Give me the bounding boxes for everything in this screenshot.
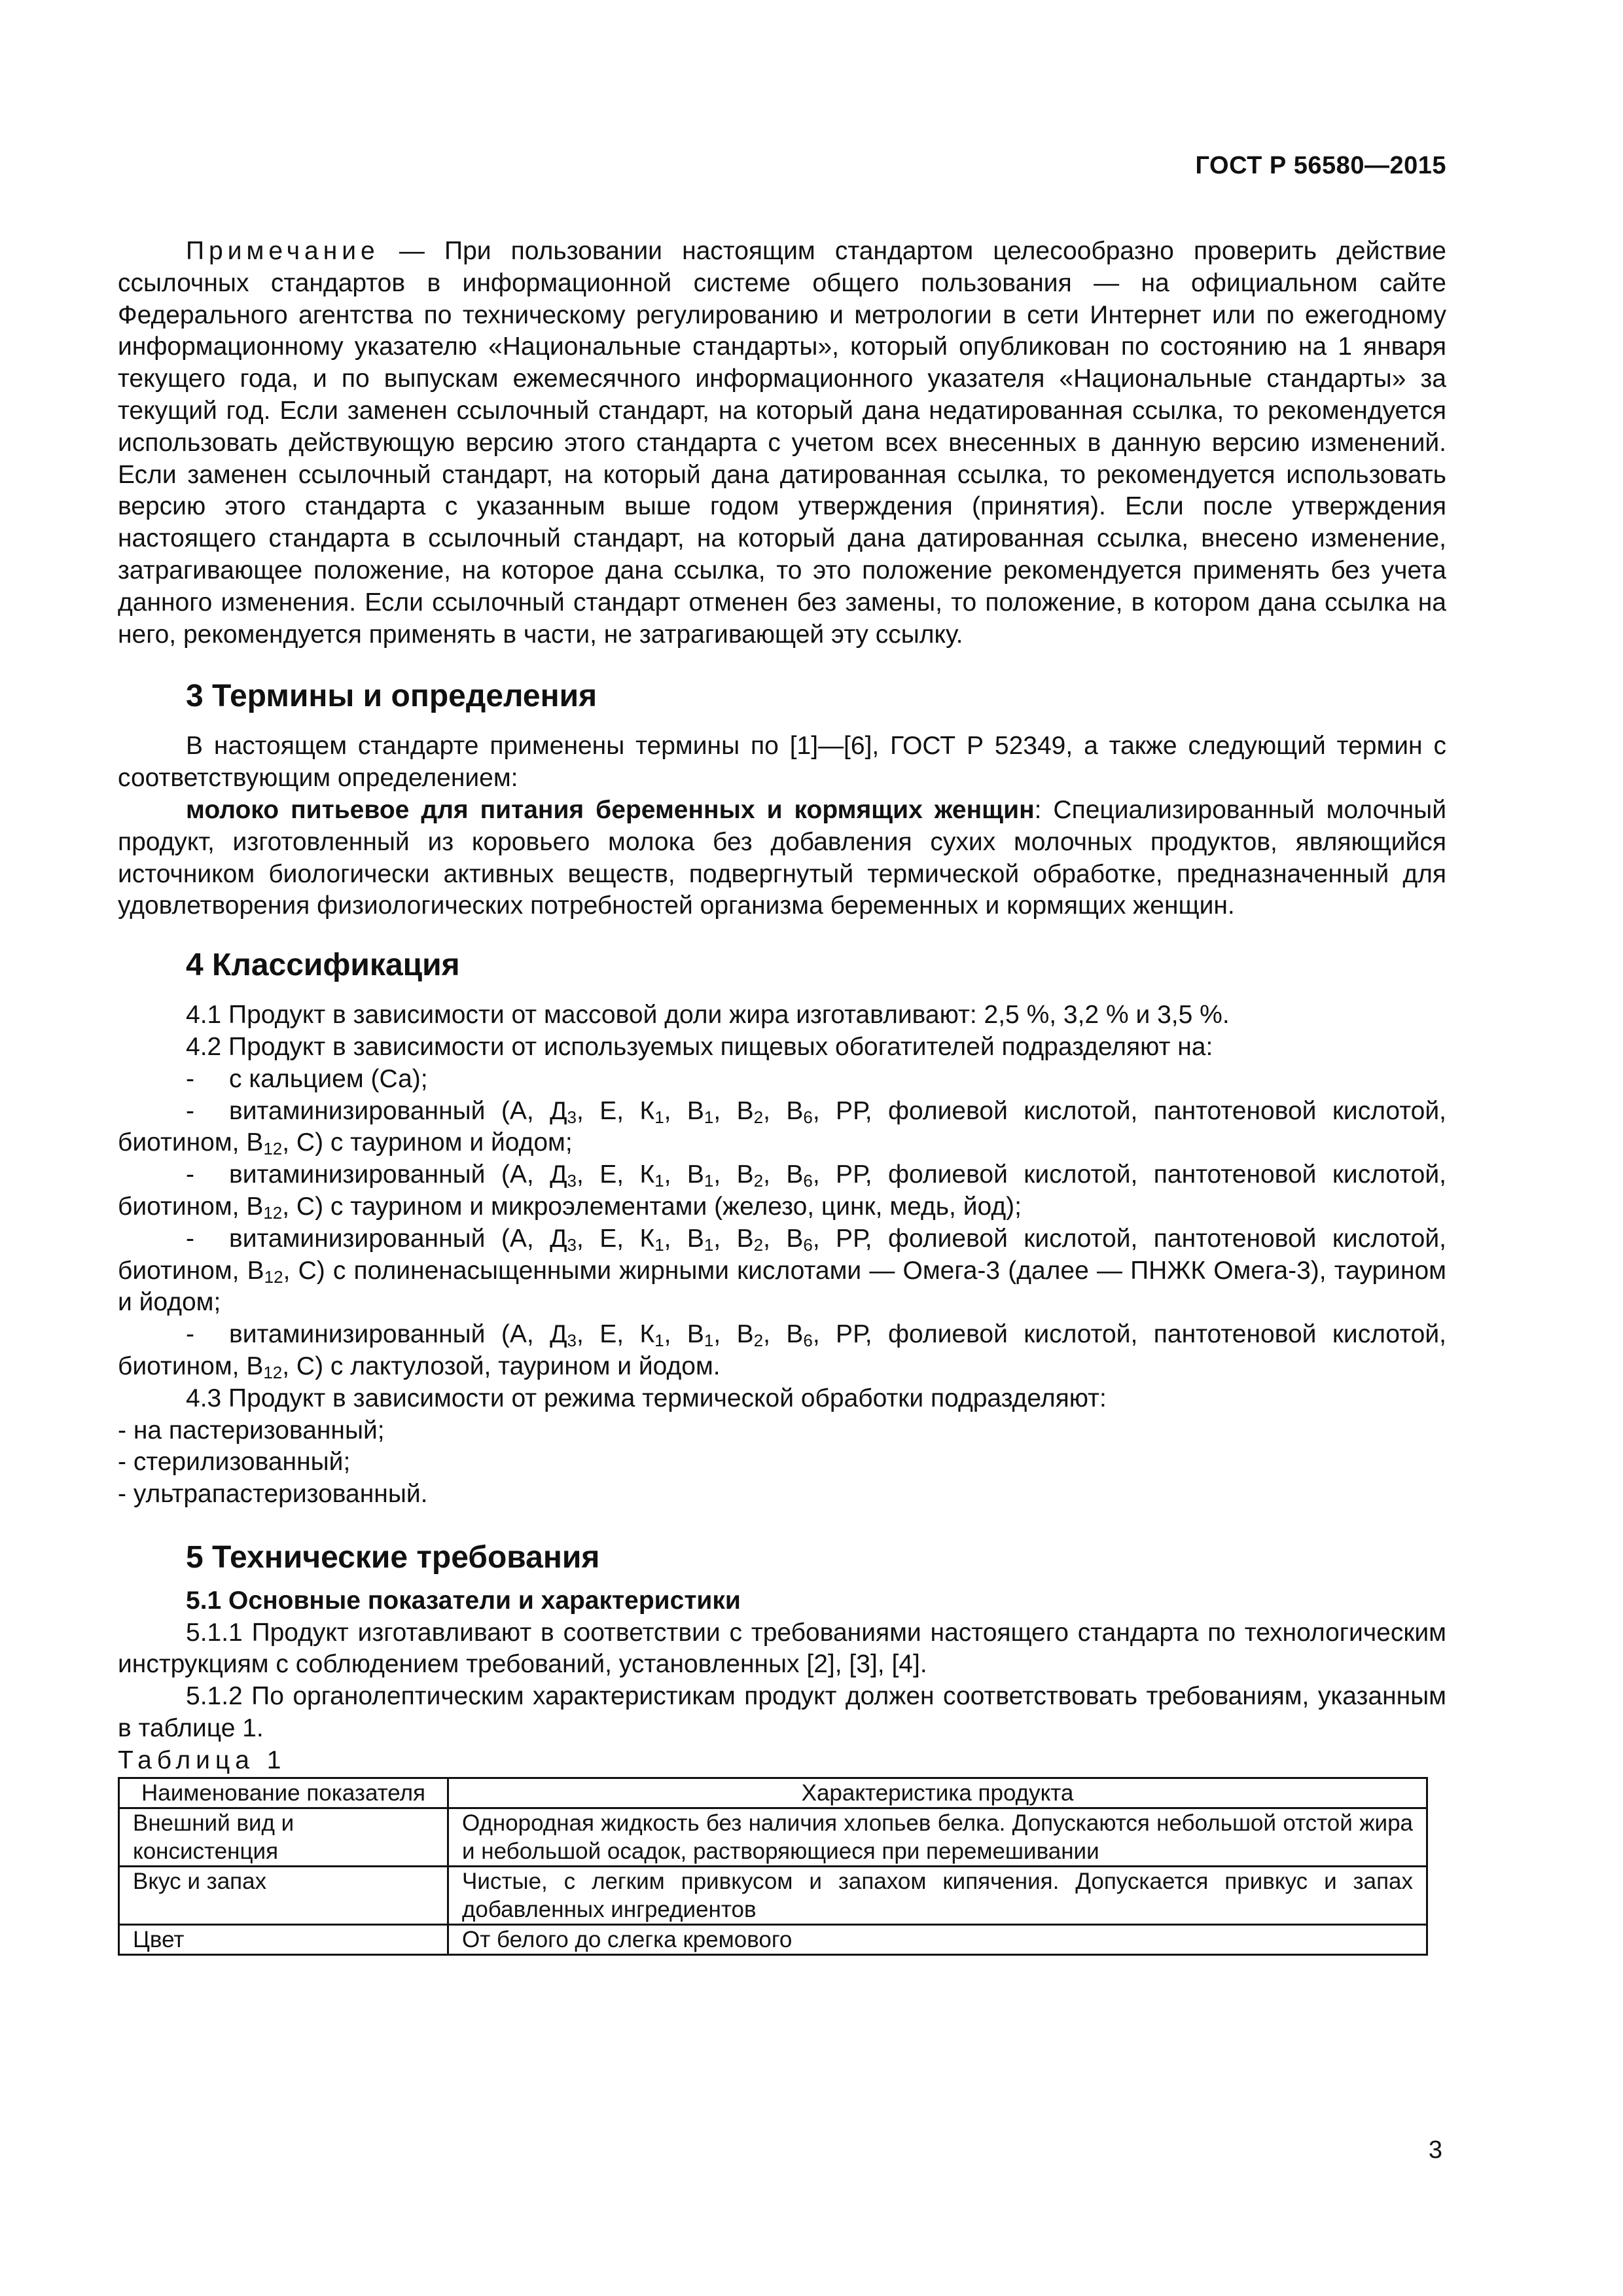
table-cell-indicator: Вкус и запах [119, 1866, 448, 1924]
note-text: — При пользовании настоящим стандартом целесообразно проверить действие ссылочных стандартов в информационной системе общего пользования — на официальном сайте Федерального агентства по техническому регулированию и метрологии в сети Интернет или по ежегодному информационному указателю «Национальные стандарты», который опубликован по состоянию на 1 января текущего года, и по выпускам ежемесячного информационного указателя «Национальные стандарты» за текущий год. Если заменен ссылочный стандарт, на который дана недатированная ссылка, то рекомендуется использовать действующую версию этого стандарта с учетом всех внесенных в данную версию изменений. Если заменен ссылочный стандарт, на который дана датированная ссылка, то рекомендуется использовать версию этого стандарта с указанным выше годом утверждения (принятия). Если после утверждения настоящего стандарта в ссылочный стандарт, на который дана датированная ссылка, внесено изменение, затрагивающее положение, на которое дана ссылка, то это положение рекомендуется применять без учета данного изменения. Если ссылочный стандарт отменен без замены, то положение, в котором дана ссылка на него, рекомендуется применять в части, не затрагивающей эту ссылку. [118, 237, 1446, 649]
vitamin-text: , В [713, 1224, 754, 1253]
vitamin-text: , В [763, 1096, 804, 1125]
vitamin-text: , В [664, 1320, 704, 1349]
list-item-vitamin-microelements [118, 1159, 1446, 1223]
vitamin-text: , РР, фолиевой кислотой, пантотеновой кислотой, биотином, В [118, 1224, 1446, 1285]
list-item-vitamin-omega3 [118, 1223, 1446, 1319]
subscript: 3 [567, 1171, 577, 1191]
subscript: 3 [567, 1331, 577, 1351]
subscript: 6 [803, 1107, 813, 1127]
subscript: 6 [803, 1331, 813, 1351]
table-row [119, 1924, 1427, 1954]
list-item-text: с кальцием (Са); [229, 1064, 428, 1093]
heat-mode-sterilized: - стерилизованный; [118, 1448, 351, 1477]
list-item-calcium [118, 1064, 1446, 1096]
subscript: 12 [263, 1362, 283, 1382]
vitamin-text: , С) с полиненасыщенными жирными кислотами — Омега-3 (далее — ПНЖК Омега-3), таурином и йодом; [118, 1256, 1446, 1317]
section-4-title: 4 Классификация [186, 948, 460, 983]
vitamin-text: , В [664, 1160, 704, 1189]
subscript: 2 [753, 1107, 764, 1127]
list-dash: - [186, 1320, 194, 1349]
subscript: 1 [654, 1234, 664, 1255]
list-item-vitamin-taurine-iodine [118, 1096, 1446, 1160]
vitamin-text: , В [763, 1160, 804, 1189]
vitamin-text: , В [713, 1320, 754, 1349]
subscript: 1 [654, 1331, 664, 1351]
vitamin-text: , Е, К [576, 1160, 655, 1189]
table-header-cell: Наименование показателя [119, 1778, 448, 1808]
table-cell-indicator: Внешний вид и консистенция [119, 1808, 448, 1866]
subscript: 1 [654, 1171, 664, 1191]
vitamin-text: , С) с таурином и микроэлементами (железо, цинк, медь, йод); [282, 1192, 1022, 1221]
heat-mode-pasteurized: - на пастеризованный; [118, 1416, 385, 1444]
heat-mode-ultrapasteurized: - ультрапастеризованный. [118, 1480, 428, 1509]
table-header-row [119, 1778, 1427, 1808]
vitamin-text: , Е, К [576, 1096, 655, 1125]
table-cell-indicator: Цвет [119, 1924, 448, 1954]
table-header-cell: Характеристика продукта [448, 1778, 1427, 1808]
vitamin-text: , В [713, 1096, 754, 1125]
table-row [119, 1866, 1427, 1924]
vitamin-text: , В [763, 1224, 804, 1253]
document-body [118, 236, 1446, 1956]
vitamin-text: , Е, К [576, 1320, 655, 1349]
vitamin-text: , РР, фолиевой кислотой, пантотеновой кислотой, биотином, В [118, 1320, 1446, 1380]
clause-4-2: 4.2 Продукт в зависимости от используемых пищевых обогатителей подразделяют на: [186, 1032, 1213, 1061]
subsection-5-1-title: 5.1 Основные показатели и характеристики [186, 1586, 741, 1615]
vitamin-text: , В [763, 1320, 804, 1349]
subscript: 6 [803, 1234, 813, 1255]
vitamin-text: , В [664, 1096, 704, 1125]
subscript: 1 [704, 1234, 714, 1255]
subscript: 12 [263, 1202, 283, 1223]
clause-4-3: 4.3 Продукт в зависимости от режима термической обработки подразделяют: [186, 1384, 1107, 1412]
section-5-title: 5 Технические требования [186, 1539, 600, 1575]
clause-5-1-2: 5.1.2 По органолептическим характеристикам продукт должен соответствовать требованиям, указанным в таблице 1. [118, 1682, 1446, 1743]
subscript: 1 [654, 1107, 664, 1127]
table-caption: Таблица 1 [118, 1746, 287, 1774]
vitamin-text: витаминизированный (А, Д [229, 1224, 567, 1253]
table-cell-characteristic: От белого до слегка кремового [448, 1924, 1427, 1954]
subscript: 12 [263, 1139, 283, 1159]
clause-4-1: 4.1 Продукт в зависимости от массовой доли жира изготавливают: 2,5 %, 3,2 % и 3,5 %. [186, 1001, 1230, 1030]
note-label: Примечание [186, 237, 380, 265]
vitamin-text: , В [713, 1160, 754, 1189]
subscript: 2 [753, 1331, 764, 1351]
reference-note [118, 236, 1446, 651]
subscript: 3 [567, 1107, 577, 1127]
list-dash: - [186, 1224, 194, 1253]
terms-intro: В настоящем стандарте применены термины по [1]—[6], ГОСТ Р 52349, а также следующий термин с соответствующим определением: [118, 732, 1446, 793]
vitamin-text: , Е, К [576, 1224, 655, 1253]
list-dash: - [186, 1096, 194, 1125]
section-3-title: 3 Термины и определения [186, 679, 597, 714]
vitamin-text: витаминизированный (А, Д [229, 1096, 567, 1125]
page-number: 3 [1428, 2136, 1442, 2164]
subscript: 1 [704, 1107, 714, 1127]
table-cell-characteristic: Чистые, с легким привкусом и запахом кипячения. Допускается привкус и запах добавленных ингредиентов [448, 1866, 1427, 1924]
vitamin-text: , С) с таурином и йодом; [282, 1128, 573, 1157]
subscript: 3 [567, 1234, 577, 1255]
table-cell-characteristic: Однородная жидкость без наличия хлопьев белка. Допускаются небольшой отстой жира и небольшой осадок, растворяющиеся при перемешивании [448, 1808, 1427, 1866]
vitamin-text: витаминизированный (А, Д [229, 1320, 567, 1349]
clause-5-1-1: 5.1.1 Продукт изготавливают в соответствии с требованиями настоящего стандарта по технологическим инструкциям с соблюдением требований, установленных [2], [3], [4]. [118, 1618, 1446, 1679]
vitamin-text: , РР, фолиевой кислотой, пантотеновой кислотой, биотином, В [118, 1160, 1446, 1221]
vitamin-text: , В [664, 1224, 704, 1253]
list-item-vitamin-lactulose [118, 1319, 1446, 1383]
subscript: 2 [753, 1234, 764, 1255]
subscript: 1 [704, 1171, 714, 1191]
subscript: 6 [803, 1171, 813, 1191]
table-row [119, 1808, 1427, 1866]
vitamin-text: , С) с лактулозой, таурином и йодом. [282, 1352, 721, 1380]
term-definition [118, 795, 1446, 922]
term-name: молоко питьевое для питания беременных и кормящих женщин [186, 795, 1035, 824]
subscript: 2 [753, 1171, 764, 1191]
list-dash: - [186, 1160, 194, 1189]
organoleptic-table [118, 1777, 1428, 1956]
vitamin-text: , РР, фолиевой кислотой, пантотеновой кислотой, биотином, В [118, 1096, 1446, 1157]
document-id-header: ГОСТ Р 56580—2015 [1195, 152, 1446, 179]
list-dash: - [186, 1064, 194, 1093]
term-definition-text: : Специализированный молочный продукт, изготовленный из коровьего молока без добавления сухих молочных продуктов, являющийся источником биологически активных веществ, подвергнутый термической обработке, предназначенный для удовлетворения физиологических потребностей организма беременных и кормящих женщин. [118, 795, 1446, 920]
subscript: 12 [264, 1266, 283, 1287]
subscript: 1 [704, 1331, 714, 1351]
vitamin-text: витаминизированный (А, Д [229, 1160, 567, 1189]
